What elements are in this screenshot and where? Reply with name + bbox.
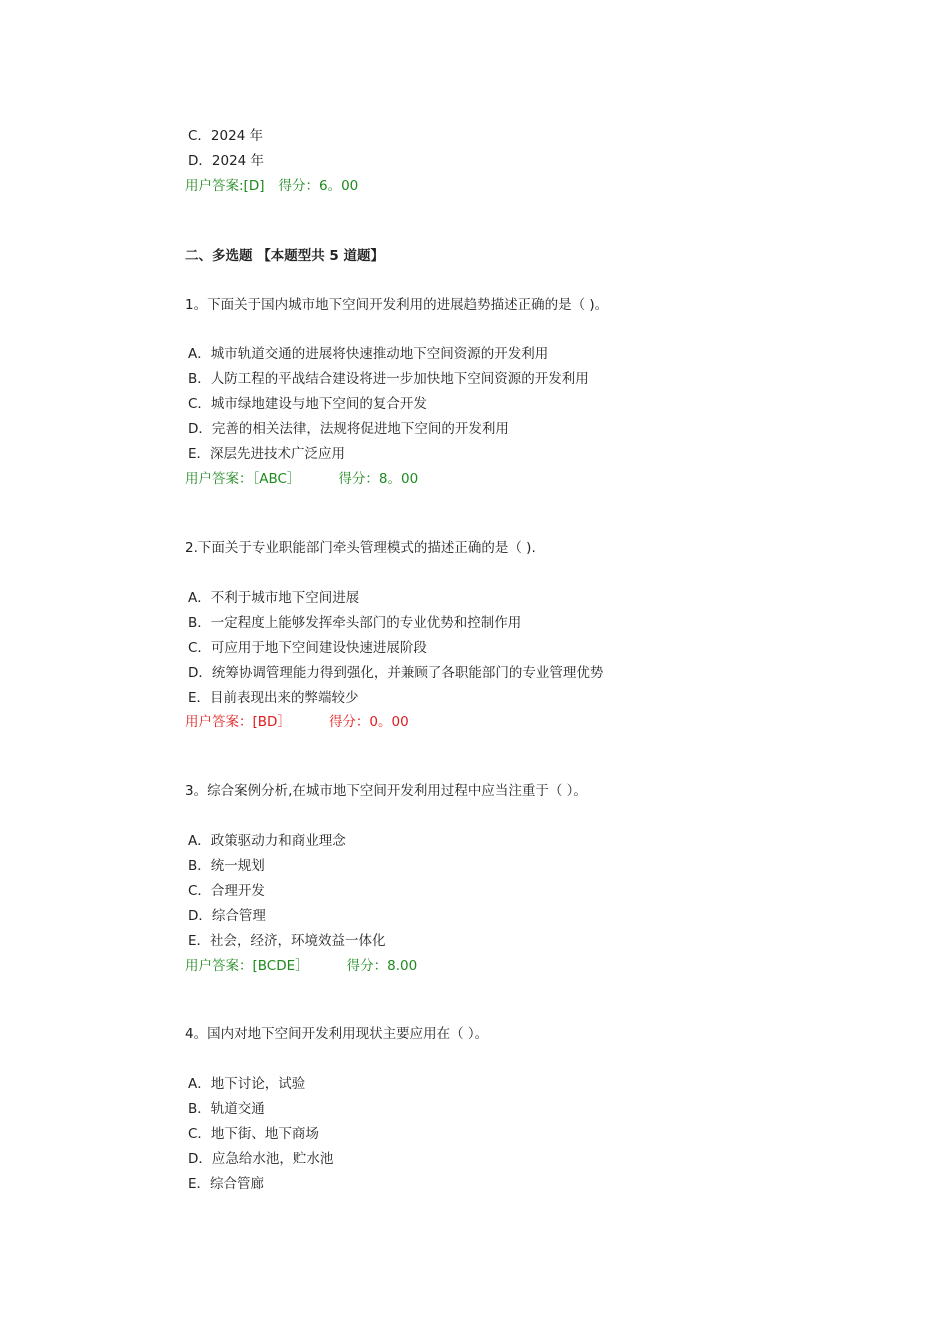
q4-option-b: B．轨道交通 bbox=[188, 1101, 265, 1117]
prev-option-d: D．2024 年 bbox=[188, 153, 265, 169]
score-label: 得分：6。00 bbox=[278, 178, 359, 194]
q2-user-answer bbox=[185, 712, 409, 732]
prev-user-answer bbox=[185, 176, 358, 196]
prev-option-c: C．2024 年 bbox=[188, 128, 264, 144]
q2-option-a: A．不利于城市地下空间进展 bbox=[188, 590, 360, 606]
q3-option-d: D．综合管理 bbox=[188, 908, 266, 924]
question-3-text: 3。综合案例分析,在城市地下空间开发利用过程中应当注重于（ ）。 bbox=[185, 783, 587, 799]
q2-option-b: B．一定程度上能够发挥牵头部门的专业优势和控制作用 bbox=[188, 615, 522, 631]
q3-user-answer bbox=[185, 956, 417, 976]
q1-option-e: E．深层先进技术广泛应用 bbox=[188, 446, 346, 462]
q4-option-c: C．地下街、地下商场 bbox=[188, 1126, 319, 1142]
score-label: 得分：0。00 bbox=[328, 714, 409, 730]
q1-option-d: D．完善的相关法律，法规将促进地下空间的开发利用 bbox=[188, 421, 509, 437]
q4-option-e: E．综合管廊 bbox=[188, 1176, 265, 1192]
score-label: 得分：8.00 bbox=[346, 958, 418, 974]
q1-option-b: B．人防工程的平战结合建设将进一步加快地下空间资源的开发利用 bbox=[188, 371, 589, 387]
answer-label: 用户答案:[D] bbox=[185, 178, 265, 194]
q4-option-a: A．地下讨论，试验 bbox=[188, 1076, 306, 1092]
question-1-text: 1。下面关于国内城市地下空间开发利用的进展趋势描述正确的是（ )。 bbox=[185, 297, 609, 313]
answer-label: 用户答案：［ABC］ bbox=[185, 471, 301, 487]
q3-option-a: A．政策驱动力和商业理念 bbox=[188, 833, 346, 849]
answer-label: 用户答案：[BD］ bbox=[185, 714, 291, 730]
section-header: 二、多选题 【本题型共 5 道题】 bbox=[185, 248, 384, 264]
q2-option-d: D．统筹协调管理能力得到强化，并兼顾了各职能部门的专业管理优势 bbox=[188, 665, 604, 681]
q1-option-c: C．城市绿地建设与地下空间的复合开发 bbox=[188, 396, 427, 412]
q3-option-c: C．合理开发 bbox=[188, 883, 265, 899]
q2-option-e: E．目前表现出来的弊端较少 bbox=[188, 690, 359, 706]
q4-option-d: D．应急给水池，贮水池 bbox=[188, 1151, 334, 1167]
question-2-text: 2.下面关于专业职能部门牵头管理模式的描述正确的是（ ). bbox=[185, 540, 536, 556]
answer-label: 用户答案：[BCDE］ bbox=[185, 958, 309, 974]
q3-option-b: B．统一规划 bbox=[188, 858, 265, 874]
q3-option-e: E．社会，经济，环境效益一体化 bbox=[188, 933, 386, 949]
question-4-text: 4。国内对地下空间开发利用现状主要应用在（ ）。 bbox=[185, 1026, 489, 1042]
q1-user-answer bbox=[185, 469, 418, 489]
q2-option-c: C．可应用于地下空间建设快速进展阶段 bbox=[188, 640, 427, 656]
score-label: 得分：8。00 bbox=[338, 471, 419, 487]
q1-option-a: A．城市轨道交通的进展将快速推动地下空间资源的开发利用 bbox=[188, 346, 549, 362]
